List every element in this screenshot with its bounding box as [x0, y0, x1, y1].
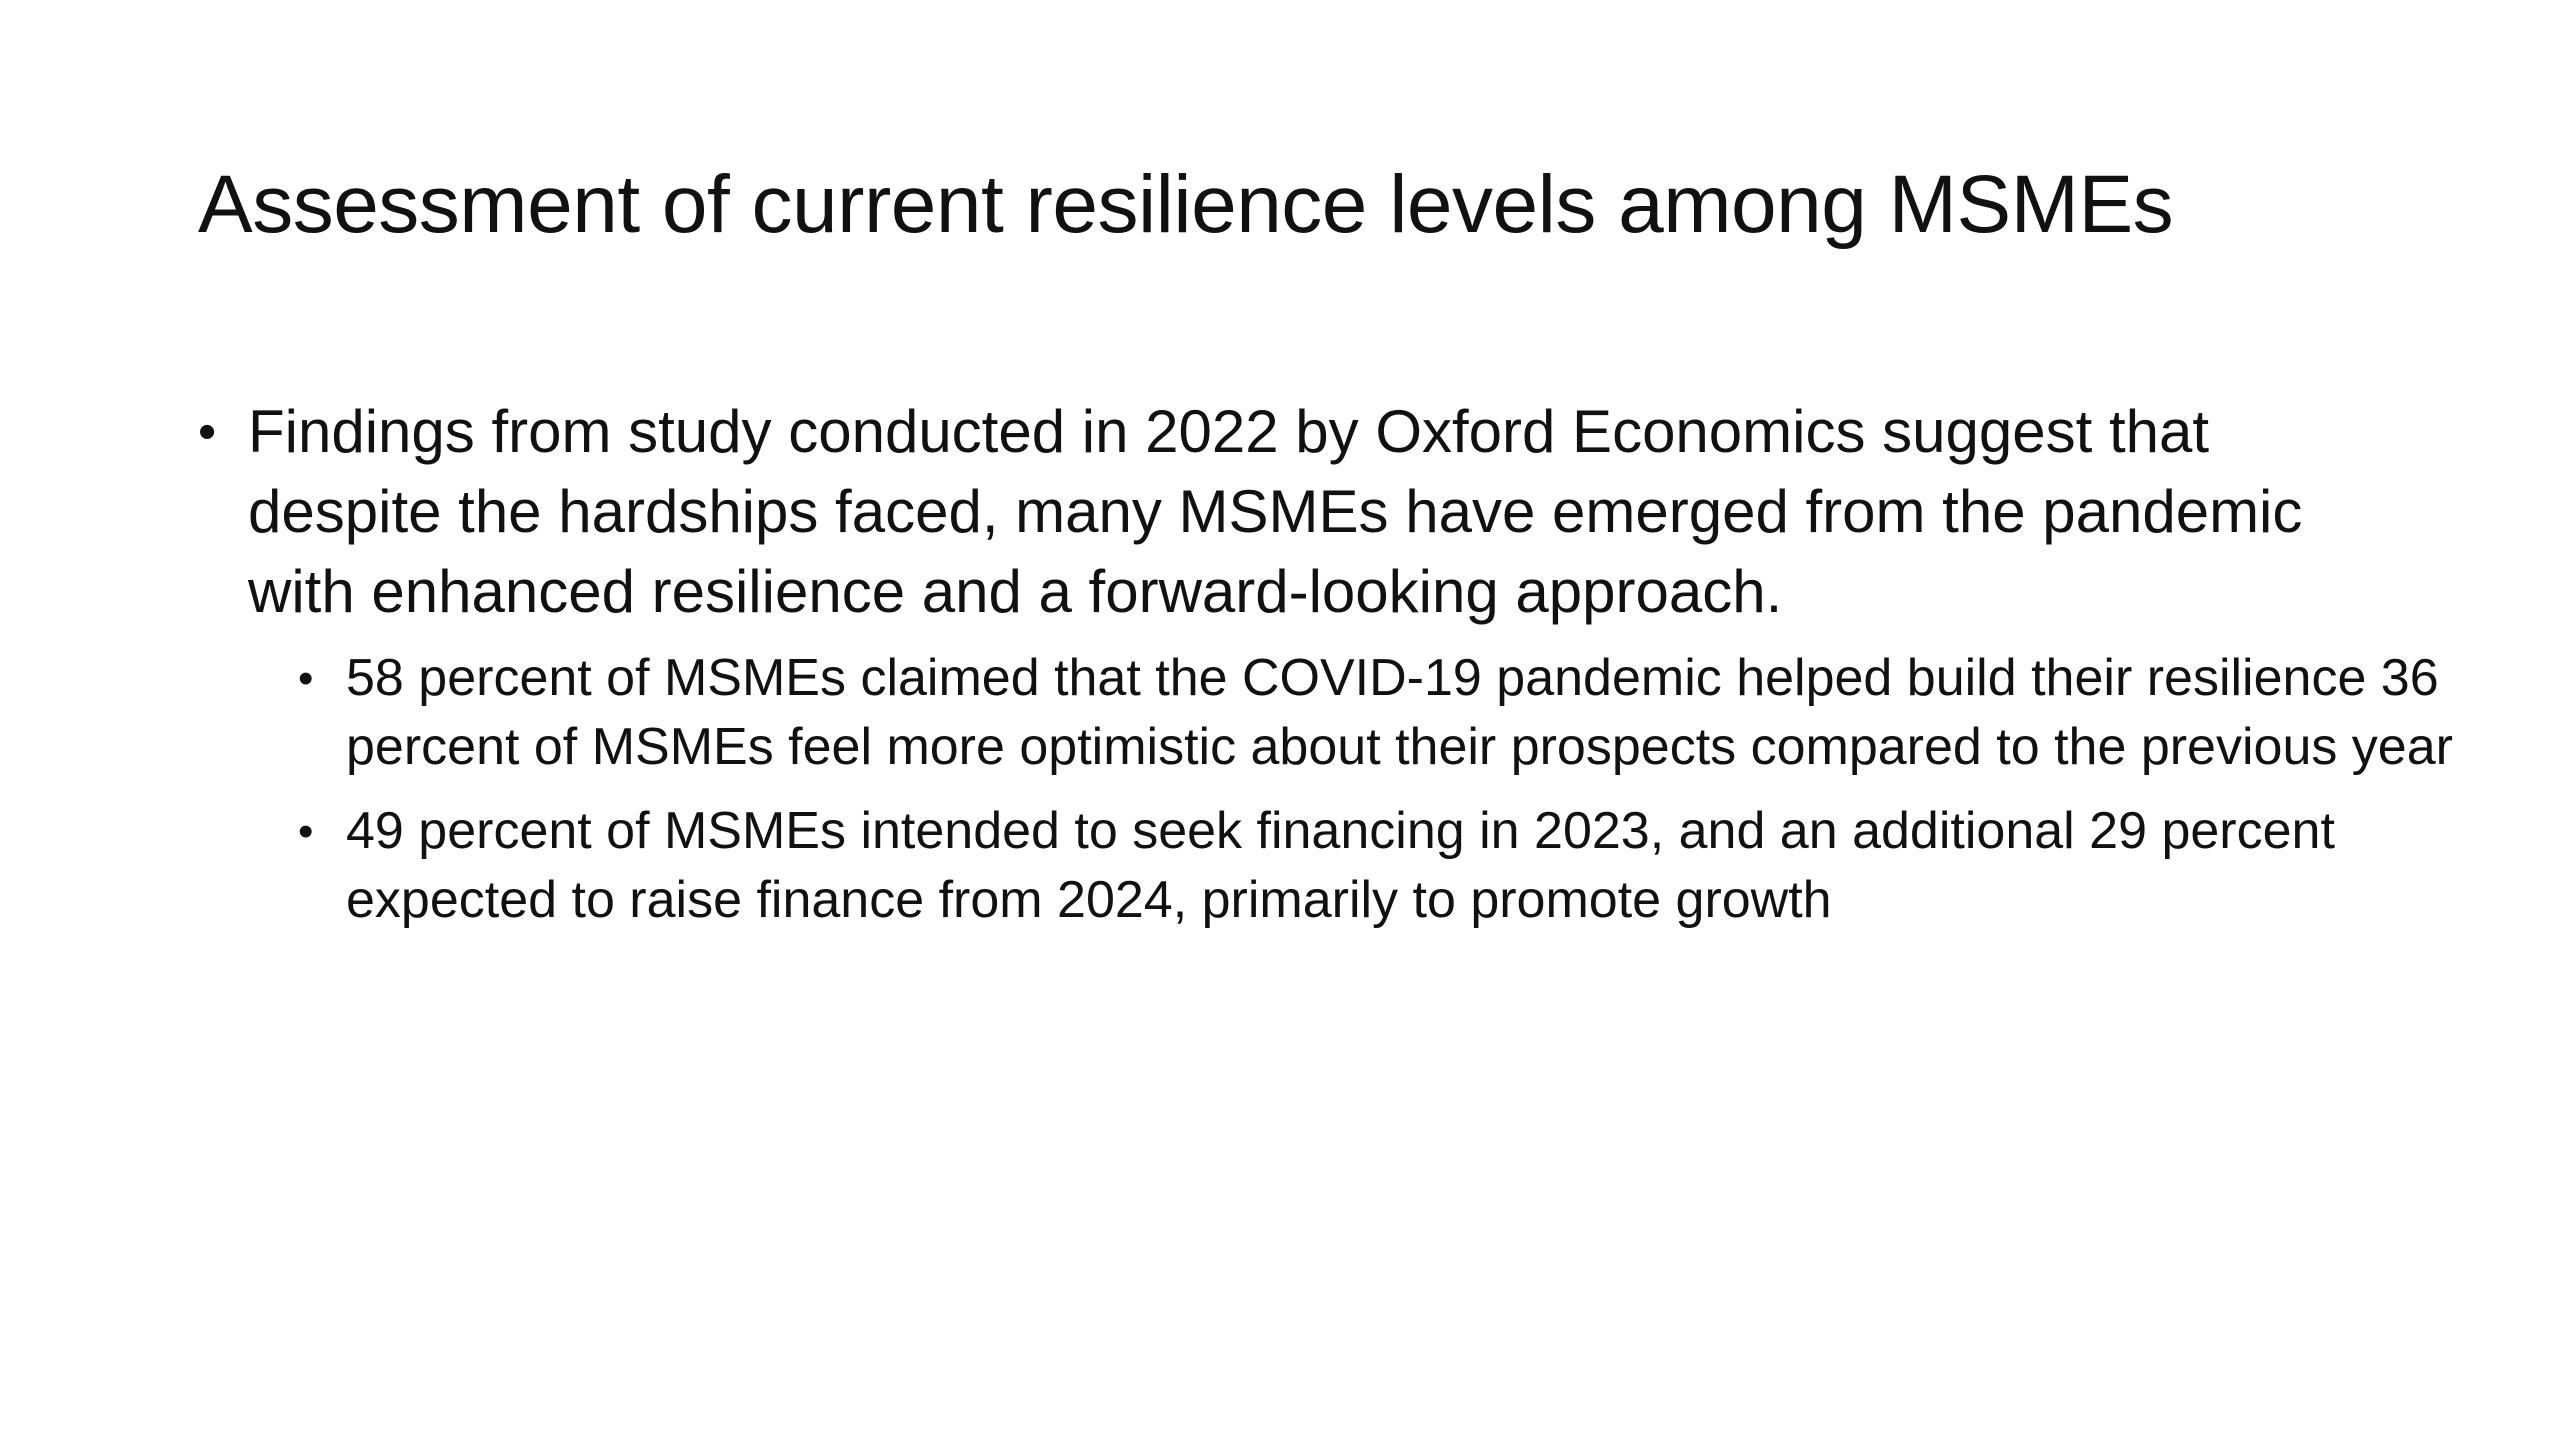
bullet-item — [198, 392, 2453, 935]
sub-bullet-item — [298, 644, 2516, 782]
sub-bullet-item — [298, 797, 2516, 935]
sub-bullet-text: 49 percent of MSMEs intended to seek financing in 2023, and an additional 29 percent expected to raise finance from 2024, primarily to promote growth — [346, 802, 2335, 929]
bullet-list — [198, 392, 2453, 935]
slide-body — [198, 392, 2453, 950]
bullet-text: Findings from study conducted in 2022 by Oxford Economics suggest that despite the hardships faced, many MSMEs have emerged from the pandemic with enhanced resilience and a forward-looking approach. — [248, 398, 2303, 625]
sub-bullet-text: 58 percent of MSMEs claimed that the COVID-19 pandemic helped build their resilience 36 percent of MSMEs feel more optimistic about their prospects compared to the previous year — [346, 649, 2453, 776]
sub-bullet-list — [248, 644, 2453, 935]
bullet-icon: • — [298, 654, 314, 703]
bullet-icon: • — [198, 403, 217, 461]
bullet-icon: • — [298, 807, 314, 856]
slide-title: Assessment of current resilience levels among MSMEs — [198, 159, 2174, 250]
